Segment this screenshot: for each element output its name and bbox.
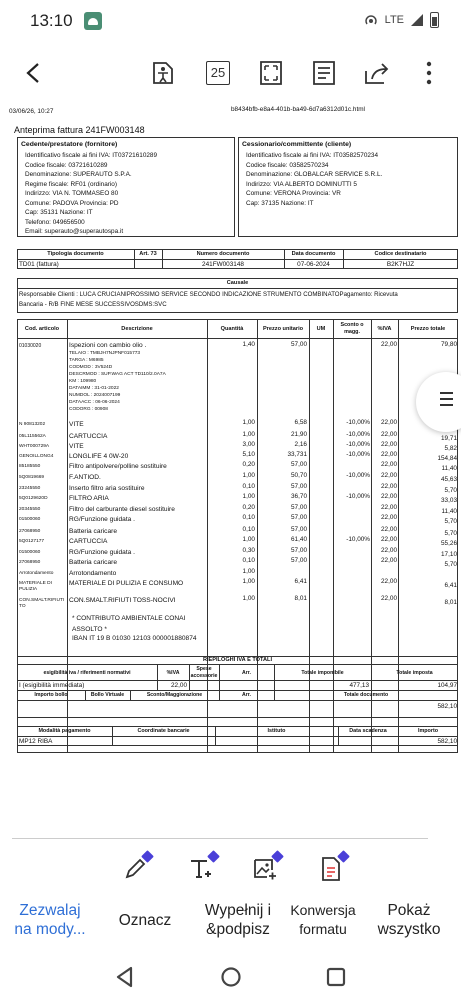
item-iva: 22,00 xyxy=(381,578,397,585)
riepilogo-header: Totale imponibile xyxy=(301,670,344,676)
fit-screen-icon[interactable] xyxy=(256,58,286,88)
item-desc: LONGLIFE 4 0W-20 xyxy=(69,453,129,460)
item-sconto: -10,00% xyxy=(346,451,370,458)
status-bar xyxy=(0,0,461,44)
text-icon[interactable] xyxy=(184,852,218,886)
item-code: 5Q0129620D xyxy=(19,496,48,501)
note-line: IBAN IT 19 B 01030 12103 000001880874 xyxy=(72,635,197,642)
note-line: * CONTRIBUTO AMBIENTALE CONAI xyxy=(72,615,186,622)
item-code: 27068950 xyxy=(19,529,41,534)
cessionario-line: Indirizzo: VIA ALBERTO DOMINUTTI 5 xyxy=(246,180,357,188)
item-total: 33,03 xyxy=(441,497,457,504)
riepilogo-header: Importo bollo xyxy=(34,692,68,698)
item-qty: 1,40 xyxy=(242,341,255,348)
item-qty: 0,10 xyxy=(242,557,255,564)
column-header: Quantità xyxy=(220,326,244,332)
doc-type-value: TD01 (fattura) xyxy=(19,261,59,268)
item-total: 19,71 xyxy=(441,435,457,442)
item-code: GENOILLONG4 xyxy=(19,454,54,459)
pagamento-header: Data scadenza xyxy=(349,728,387,734)
item-iva: 22,00 xyxy=(381,557,397,564)
item-total: 79,80 xyxy=(441,341,457,348)
item-price: 2,16 xyxy=(294,441,307,448)
item-qty: 0,10 xyxy=(242,526,255,533)
pagamento-header: Importo xyxy=(417,728,439,734)
item-code: 5Q0819669 xyxy=(19,475,45,480)
item-desc: VITE xyxy=(69,421,84,428)
system-icons xyxy=(363,12,439,28)
item-code: 20345550 xyxy=(19,507,41,512)
cedente-line: Cap: 35131 Nazione: IT xyxy=(25,209,93,216)
doc-info-header: Codice destinatario xyxy=(374,251,427,257)
item-desc: F.ANTIOD. xyxy=(69,474,101,481)
doc-date-value: 07-06-2024 xyxy=(297,261,330,268)
item-desc: VITE xyxy=(69,443,84,450)
item-qty: 1,00 xyxy=(242,472,255,479)
android-notification-icon xyxy=(84,12,102,30)
column-header: UM xyxy=(316,326,326,332)
item-code: 05L115562A xyxy=(19,434,46,439)
item-code: N 90813202 xyxy=(19,422,46,427)
item-total: 45,63 xyxy=(441,476,457,483)
totale-documento-value: 582,10 xyxy=(437,703,457,710)
vehicle-detail-line: NUMDOL : 2024007199 xyxy=(69,393,121,398)
item-total: 5,70 xyxy=(444,487,457,494)
accessibility-doc-icon[interactable] xyxy=(148,58,178,88)
item-total: 5,70 xyxy=(444,561,457,568)
item-iva: 22,00 xyxy=(381,341,397,348)
item-price: 57,00 xyxy=(291,557,307,564)
causale-heading: Causale xyxy=(226,280,249,286)
item-code: 01500060 xyxy=(19,550,41,555)
item-qty: 0,20 xyxy=(242,461,255,468)
column-header: Sconto o magg. xyxy=(340,322,364,335)
item-iva: 22,00 xyxy=(381,514,397,521)
item-price: 50,70 xyxy=(291,472,307,479)
cedente-line: Regime fiscale: RF01 (ordinario) xyxy=(25,180,117,188)
item-sconto: -10,00% xyxy=(346,431,370,438)
item-price: 6,41 xyxy=(294,578,307,585)
riepilogo-header: Sconto/Maggiorazione xyxy=(146,692,203,698)
cedente-box xyxy=(17,137,235,237)
item-desc: Filtro del carburante diesel sostituire xyxy=(69,506,175,513)
top-toolbar xyxy=(0,48,461,98)
item-qty: 1,00 xyxy=(242,578,255,585)
cessionario-heading: Cessionario/committente (cliente) xyxy=(242,141,352,148)
item-desc: Batteria caricare xyxy=(69,528,118,535)
item-price: 33,731 xyxy=(287,451,307,458)
item-desc: Ispezioni con cambio olio . xyxy=(69,342,147,349)
item-price: 57,00 xyxy=(291,483,307,490)
hotspot-icon xyxy=(363,13,379,27)
item-qty: 1,00 xyxy=(242,419,255,426)
item-price: 8,01 xyxy=(294,595,307,602)
item-total: 6,41 xyxy=(444,582,457,589)
item-price: 57,00 xyxy=(291,461,307,468)
vehicle-detail-line: DESCRMOD : SUP.WAG ACT TD110/2.0A7A xyxy=(69,372,166,377)
item-desc: RG/Funzione guidata . xyxy=(69,549,135,556)
item-price: 57,00 xyxy=(291,341,307,348)
item-code: 23245550 xyxy=(19,486,41,491)
doc-info-header: Tipologia documento xyxy=(47,251,104,257)
item-price: 36,70 xyxy=(291,493,307,500)
network-label: LTE xyxy=(384,14,404,26)
cessionario-line: Identificativo fiscale ai fini IVA: IT03582570234 xyxy=(246,152,379,159)
item-desc: CON.SMALT.RIFIUTI TOSS-NOCIVI xyxy=(69,597,176,604)
cessionario-line: Denominazione: GLOBALCAR SERVICE S.R.L. xyxy=(246,171,383,178)
tab-allow-edit[interactable]: Zezwalaj na mody... xyxy=(14,902,86,938)
item-iva: 22,00 xyxy=(381,472,397,479)
vehicle-detail-line: DATAACC : 06-06-2024 xyxy=(69,400,120,405)
item-qty: 1,00 xyxy=(242,431,255,438)
reading-mode-icon[interactable] xyxy=(309,58,339,88)
item-code: 01500060 xyxy=(19,517,41,522)
item-total: 11,40 xyxy=(441,465,457,472)
riepilogo-header: %IVA xyxy=(166,670,180,676)
tab-mark[interactable]: Oznacz xyxy=(118,912,172,929)
item-qty: 1,00 xyxy=(242,536,255,543)
invoice-title: Anteprima fattura 241FW003148 xyxy=(14,125,145,135)
print-date: 03/06/26, 10:27 xyxy=(9,108,54,115)
item-desc: RG/Funzione guidata . xyxy=(69,516,135,523)
pen-icon[interactable] xyxy=(118,852,152,886)
item-price: 61,40 xyxy=(291,536,307,543)
item-sconto: -10,00% xyxy=(346,419,370,426)
cedente-line: Email: superauto@superautospa.it xyxy=(25,228,124,235)
pagamento-header: Istituto xyxy=(267,728,286,734)
modalita-value: MP12 RIBA xyxy=(19,738,53,745)
iva-rate-value: 22,00 xyxy=(171,682,187,689)
riepilogo-header: Totale imposta xyxy=(396,670,433,676)
item-iva: 22,00 xyxy=(381,547,397,554)
edit-tools-bar xyxy=(0,848,461,890)
nav-recents-icon[interactable] xyxy=(326,967,346,987)
item-price: 57,00 xyxy=(291,514,307,521)
item-code: 27068950 xyxy=(19,560,41,565)
column-header: Prezzo totale xyxy=(410,326,446,332)
tab-fill-sign[interactable]: Wypełnij i &podpisz xyxy=(204,902,272,938)
vehicle-detail-line: CODORG : 00908 xyxy=(69,407,108,412)
item-sconto: -10,00% xyxy=(346,536,370,543)
system-nav-bar xyxy=(0,956,461,999)
item-total: 8,01 xyxy=(444,599,457,606)
item-iva: 22,00 xyxy=(381,595,397,602)
cessionario-line: Cap: 37135 Nazione: IT xyxy=(246,199,314,207)
item-price: 57,00 xyxy=(291,504,307,511)
file-name: b8434bfb-e8a4-401b-ba49-6d7a6312d01c.html xyxy=(231,106,365,113)
item-desc: MATERIALE DI PULIZIA E CONSUMO xyxy=(69,580,184,587)
item-total: 55,26 xyxy=(441,540,457,547)
doc-info-header: Data documento xyxy=(291,251,336,257)
imponibile-value: 477,13 xyxy=(349,682,369,689)
item-desc: CARTUCCIA xyxy=(69,538,108,545)
cedente-heading: Cedente/prestatore (fornitore) xyxy=(21,141,118,148)
item-qty: 1,00 xyxy=(242,493,255,500)
pagamento-header: Coordinate bancarie xyxy=(137,728,190,734)
item-iva: 22,00 xyxy=(381,526,397,533)
item-price: 57,00 xyxy=(291,526,307,533)
image-icon[interactable] xyxy=(248,852,282,886)
cedente-line: Comune: PADOVA Provincia: PD xyxy=(25,199,119,207)
item-iva: 22,00 xyxy=(381,504,397,511)
item-code: 5Q0127177 xyxy=(19,539,45,544)
item-total: 154,84 xyxy=(437,455,457,462)
item-total: 11,40 xyxy=(441,508,457,515)
back-arrow-icon[interactable] xyxy=(18,58,48,88)
vehicle-detail-line: TELAIO : TMBJH7NJPNF015773 xyxy=(69,351,141,356)
item-qty: 1,00 xyxy=(242,595,255,602)
riepilogo-header: Bollo Virtuale xyxy=(90,692,125,698)
item-qty: 0,20 xyxy=(242,504,255,511)
column-header: Descrizione xyxy=(121,326,153,332)
item-qty: 0,10 xyxy=(242,483,255,490)
status-time: 13:10 xyxy=(30,11,73,30)
item-desc: Inserto filtro aria sostituire xyxy=(69,485,145,492)
share-icon[interactable] xyxy=(362,58,392,88)
note-line: ASSOLTO * xyxy=(72,626,107,633)
item-price: 21,90 xyxy=(291,431,307,438)
item-total: 5,70 xyxy=(444,530,457,537)
item-price: 6,58 xyxy=(294,419,307,426)
cedente-line: Denominazione: SUPERAUTO S.P.A. xyxy=(25,171,132,178)
item-code: 01030020 xyxy=(19,343,42,349)
item-qty: 0,30 xyxy=(242,547,255,554)
item-desc: CARTUCCIA xyxy=(69,433,108,440)
item-qty: 5,10 xyxy=(242,451,255,458)
nav-back-icon[interactable] xyxy=(115,966,135,988)
cedente-line: Identificativo fiscale ai fini IVA: IT03721610289 xyxy=(25,152,158,159)
tab-show-all[interactable]: Pokaż wszystko xyxy=(377,902,441,938)
bottom-tabs xyxy=(0,893,461,951)
doc-number-value: 241FW003148 xyxy=(202,261,244,268)
item-code: Arrotondamento xyxy=(19,571,54,576)
item-desc: FILTRO ARIA xyxy=(69,495,109,502)
menu-icon xyxy=(440,392,453,394)
item-iva: 22,00 xyxy=(381,431,397,438)
item-iva: 22,00 xyxy=(381,483,397,490)
page-number-button[interactable] xyxy=(203,58,233,88)
invoice-document xyxy=(0,104,461,830)
column-header: Prezzo unitario xyxy=(262,326,304,332)
vehicle-detail-line: TARGA : M6985 xyxy=(69,358,104,363)
cessionario-line: Codice fiscale: 03582570234 xyxy=(246,161,329,169)
item-qty: 0,10 xyxy=(242,514,255,521)
riepilogo-header: Totale documento xyxy=(343,692,389,698)
item-iva: 22,00 xyxy=(381,441,397,448)
cedente-line: Telefono: 049656500 xyxy=(25,218,85,226)
importo-value: 582,10 xyxy=(437,738,457,745)
item-price: 57,00 xyxy=(291,547,307,554)
item-iva: 22,00 xyxy=(381,419,397,426)
item-total: 17,10 xyxy=(441,551,457,558)
esigibilita-value: I (esigibilità immediata) xyxy=(19,682,85,689)
item-iva: 22,00 xyxy=(381,493,397,500)
item-iva: 22,00 xyxy=(381,461,397,468)
tab-convert-format[interactable]: Konwersja formatu xyxy=(290,902,356,937)
riepilogo-header: Arr. xyxy=(242,670,251,676)
cedente-line: Codice fiscale: 03721610289 xyxy=(25,161,108,169)
item-desc: Filtro antipolvere/polline sostituire xyxy=(69,463,167,470)
nav-home-icon[interactable] xyxy=(220,966,242,988)
column-header: %IVA xyxy=(377,326,392,332)
item-code: MATERIALE DI PULIZIA xyxy=(19,581,52,592)
signal-icon xyxy=(410,13,424,27)
causale-text: Responsabile Clienti : LUCA CRUCIANIPROSSIMO SERVICE SECONDO INDICAZIONE STRUMENTO COMBINATOPagamento: Ricevuta xyxy=(19,291,398,298)
item-qty: 1,00 xyxy=(242,568,255,575)
item-code: CON.SMALT.RIFIUTI TO xyxy=(19,598,65,609)
riepilogo-header: Arr. xyxy=(242,692,251,698)
more-options-icon[interactable] xyxy=(414,58,444,88)
column-header: Cod. articolo xyxy=(24,326,60,332)
item-sconto: -10,00% xyxy=(346,472,370,479)
item-sconto: -10,00% xyxy=(346,493,370,500)
pdf-convert-icon[interactable] xyxy=(314,852,348,886)
doc-info-header: Numero documento xyxy=(196,251,250,257)
divider xyxy=(12,838,428,839)
vehicle-detail-line: CODMOD : 3V524D xyxy=(69,365,113,370)
riepilogo-header: Spese accessorie xyxy=(190,666,218,679)
recipient-code-value: B2K7HJZ xyxy=(386,261,415,268)
vehicle-detail-line: KM : 109980 xyxy=(69,379,97,384)
pagamento-header: Modalità pagamento xyxy=(38,728,91,734)
imposta-value: 104,97 xyxy=(437,682,457,689)
riepilogo-header: esigibilità iva / riferimenti normativi xyxy=(43,670,131,676)
cedente-line: Indirizzo: VIA N. TOMMASEO 80 xyxy=(25,190,119,197)
item-code: WHT000729A xyxy=(19,444,50,449)
item-iva: 22,00 xyxy=(381,536,397,543)
item-total: 5,70 xyxy=(444,518,457,525)
cessionario-box xyxy=(238,137,458,237)
doc-info-header: Art. 73 xyxy=(139,251,157,257)
causale-text: Bancaria - R/B FINE MESE SUCCESSIVOSDMS:SVC xyxy=(19,301,167,308)
vehicle-detail-line: DATAIMM : 31-01-2022 xyxy=(69,386,119,391)
item-total: 5,82 xyxy=(444,445,457,452)
battery-icon xyxy=(430,12,439,28)
item-sconto: -10,00% xyxy=(346,441,370,448)
riepilogo-heading: RIEPILOGHI IVA E TOTALI xyxy=(202,657,273,663)
item-desc: Batteria caricare xyxy=(69,559,118,566)
item-qty: 3,00 xyxy=(242,441,255,448)
page-number: 25 xyxy=(206,61,230,85)
item-code: 85185550 xyxy=(19,464,41,469)
item-desc: Arrotondamento xyxy=(69,570,117,577)
item-iva: 22,00 xyxy=(381,451,397,458)
cessionario-line: Comune: VERONA Provincia: VR xyxy=(246,190,341,197)
